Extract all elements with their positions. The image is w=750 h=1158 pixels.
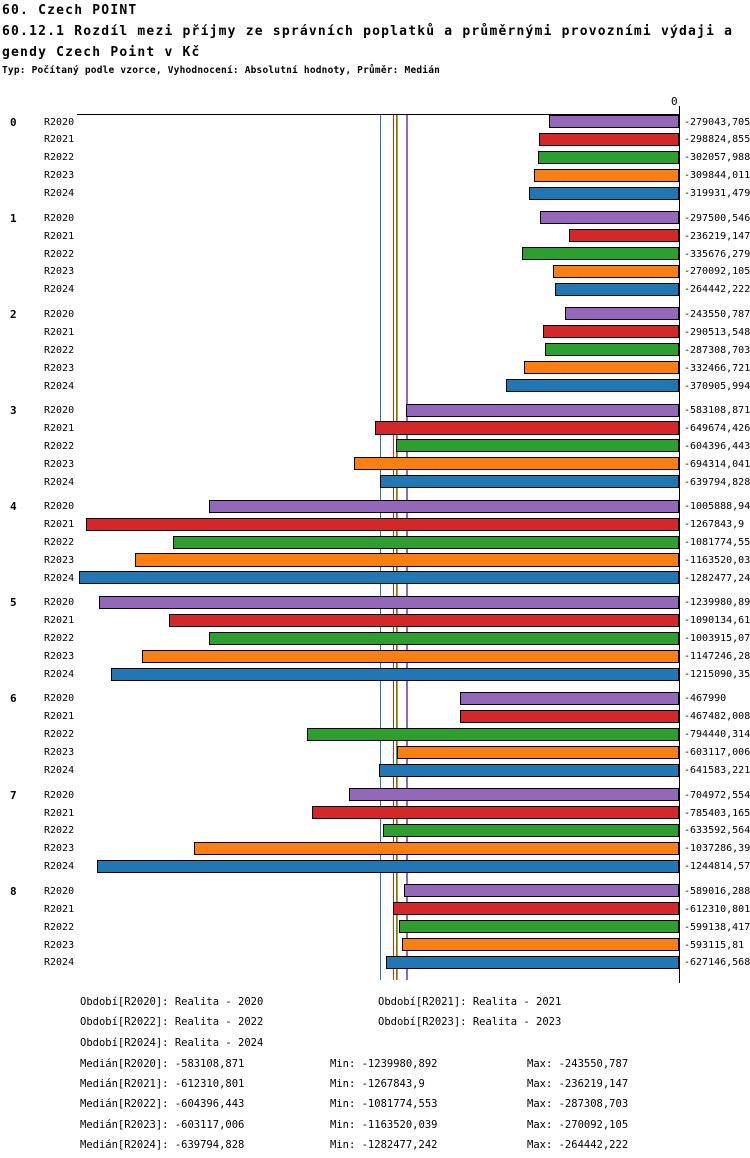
year-label-r2023: R2023 (44, 651, 75, 662)
year-label-r2022: R2022 (44, 729, 75, 741)
value-label: -1267843,9 (684, 519, 745, 530)
year-label-r2020: R2020 (44, 405, 75, 416)
value-label: -1215090,35 (684, 669, 750, 680)
year-label-r2020: R2020 (44, 501, 75, 513)
year-label-r2024: R2024 (44, 188, 75, 200)
bar-r2023 (524, 361, 680, 374)
value-label: -243550,787 (684, 308, 750, 320)
year-label-r2020: R2020 (44, 308, 75, 320)
year-label-r2020: R2020 (44, 885, 75, 897)
value-label: -1239980,89 (684, 597, 750, 609)
value-label: -467482,008 (684, 711, 750, 723)
bar-r2020 (549, 115, 680, 128)
year-label-r2021: R2021 (44, 326, 75, 338)
value-label: -1147246,28 (684, 651, 750, 662)
year-label-r2023: R2023 (44, 939, 75, 951)
stat-max: Max: -264442,222 (527, 1139, 629, 1152)
value-label: -639794,828 (684, 476, 750, 488)
value-label: -1037286,39 (684, 843, 750, 855)
legend-entry: Období[R2021]: Realita - 2021 (378, 996, 562, 1008)
year-label-r2021: R2021 (44, 903, 75, 915)
bar-r2021 (169, 614, 679, 627)
bar-r2021 (460, 710, 679, 723)
year-label-r2022: R2022 (44, 344, 75, 356)
value-label: -279043,705 (684, 116, 750, 128)
year-label-r2021: R2021 (44, 519, 75, 530)
bar-r2022 (173, 536, 679, 549)
value-label: -298824,855 (684, 134, 750, 146)
report-meta: Typ: Počítaný podle vzorce, Vyhodnocení: Absolutní hodnoty, Průměr: Medián (2, 65, 441, 76)
stat-max: Max: -243550,787 (527, 1057, 629, 1070)
value-label: -297500,546 (684, 212, 750, 224)
bar-r2020 (460, 692, 679, 705)
bar-r2023 (402, 938, 679, 951)
bar-r2022 (522, 247, 679, 260)
zero-axis-line (679, 106, 681, 983)
value-label: -287308,703 (684, 344, 750, 356)
bar-r2021 (543, 325, 679, 338)
year-label-r2021: R2021 (44, 134, 75, 146)
group-label: 8 (10, 884, 17, 898)
bar-r2021 (312, 806, 679, 819)
group-label: 4 (10, 500, 17, 514)
value-label: -641583,221 (684, 765, 750, 777)
zero-axis-label: 0 (671, 95, 678, 108)
value-label: -332466,721 (684, 362, 750, 374)
year-label-r2023: R2023 (44, 170, 75, 182)
bar-r2024 (97, 860, 679, 873)
bar-r2020 (406, 404, 679, 417)
year-label-r2022: R2022 (44, 921, 75, 933)
legend-entry: Období[R2022]: Realita - 2022 (80, 1016, 264, 1029)
stat-max: Max: -236219,147 (527, 1077, 629, 1090)
stat-median: Medián[R2023]: -603117,006 (80, 1118, 245, 1131)
bar-r2020 (540, 211, 679, 224)
bar-r2022 (545, 343, 679, 356)
bar-r2022 (538, 151, 679, 164)
report-subtitle-line2: gendy Czech Point v Kč (2, 45, 201, 60)
year-label-r2023: R2023 (44, 747, 75, 759)
stat-median: Medián[R2022]: -604396,443 (80, 1098, 245, 1111)
stat-min: Min: -1163520,039 (330, 1118, 438, 1131)
bar-r2023 (354, 457, 679, 470)
group-label: 5 (10, 596, 17, 610)
bar-r2024 (386, 956, 679, 969)
group-label: 7 (10, 788, 17, 802)
value-label: -589016,288 (684, 885, 750, 897)
year-label-r2024: R2024 (44, 572, 75, 584)
bar-r2020 (404, 884, 680, 897)
year-label-r2021: R2021 (44, 615, 75, 627)
year-label-r2024: R2024 (44, 765, 75, 777)
value-label: -1282477,24 (684, 572, 750, 584)
bar-r2024 (111, 668, 679, 681)
bar-r2023 (397, 746, 679, 759)
value-label: -370905,994 (684, 380, 750, 392)
bar-r2020 (349, 788, 679, 801)
year-label-r2021: R2021 (44, 230, 75, 242)
year-label-r2024: R2024 (44, 380, 75, 392)
year-label-r2022: R2022 (44, 825, 75, 837)
bar-r2023 (553, 265, 679, 278)
stat-median: Medián[R2021]: -612310,801 (80, 1077, 245, 1090)
bar-r2024 (506, 379, 680, 392)
bar-r2024 (79, 571, 679, 584)
bar-r2021 (569, 229, 680, 242)
year-label-r2023: R2023 (44, 362, 75, 374)
bar-r2021 (375, 421, 679, 434)
year-label-r2020: R2020 (44, 597, 75, 609)
value-label: -583108,871 (684, 405, 750, 416)
bar-r2020 (99, 596, 679, 609)
value-label: -633592,564 (684, 825, 750, 837)
value-label: -319931,479 (684, 188, 750, 200)
year-label-r2023: R2023 (44, 458, 75, 470)
year-label-r2023: R2023 (44, 554, 75, 566)
legend-entry: Období[R2023]: Realita - 2023 (378, 1016, 562, 1029)
bar-r2023 (135, 553, 679, 566)
report-title: 60. Czech POINT (2, 3, 138, 18)
stat-min: Min: -1081774,553 (330, 1098, 438, 1111)
value-label: -627146,568 (684, 957, 750, 969)
year-label-r2023: R2023 (44, 843, 75, 855)
year-label-r2024: R2024 (44, 476, 75, 488)
bar-r2023 (142, 650, 679, 663)
year-label-r2022: R2022 (44, 152, 75, 164)
legend-entry: Období[R2024]: Realita - 2024 (80, 1036, 264, 1049)
year-label-r2020: R2020 (44, 212, 75, 224)
stat-median: Medián[R2024]: -639794,828 (80, 1139, 245, 1152)
stat-min: Min: -1239980,892 (330, 1057, 438, 1070)
value-label: -1003915,07 (684, 633, 750, 645)
bar-r2021 (86, 518, 679, 531)
value-label: -612310,801 (684, 903, 750, 915)
bar-r2022 (307, 728, 679, 741)
value-label: -1090134,61 (684, 615, 750, 627)
value-label: -649674,426 (684, 422, 750, 434)
bar-r2024 (380, 475, 679, 488)
value-label: -794440,314 (684, 729, 750, 741)
report-subtitle-line1: 60.12.1 Rozdíl mezi příjmy ze správních poplatků a průměrnými provozními výdaji a (2, 24, 734, 39)
year-label-r2021: R2021 (44, 422, 75, 434)
value-label: -599138,417 (684, 921, 750, 933)
group-label: 2 (10, 307, 17, 321)
stat-min: Min: -1282477,242 (330, 1139, 438, 1152)
year-label-r2023: R2023 (44, 266, 75, 278)
year-label-r2024: R2024 (44, 861, 75, 873)
bar-r2022 (383, 824, 679, 837)
bar-r2022 (209, 632, 679, 645)
year-label-r2024: R2024 (44, 669, 75, 680)
value-label: -694314,041 (684, 458, 750, 470)
bar-r2022 (396, 439, 679, 452)
value-label: -593115,81 (684, 939, 745, 951)
bar-r2024 (379, 764, 679, 777)
year-label-r2022: R2022 (44, 248, 75, 260)
value-label: -704972,554 (684, 789, 750, 801)
value-label: -335676,279 (684, 248, 750, 260)
value-label: -264442,222 (684, 284, 750, 296)
year-label-r2020: R2020 (44, 693, 75, 705)
value-label: -1005888,94 (684, 501, 750, 513)
group-label: 0 (10, 115, 17, 129)
stat-max: Max: -270092,105 (527, 1118, 629, 1131)
stat-median: Medián[R2020]: -583108,871 (80, 1057, 245, 1070)
bar-r2024 (529, 187, 679, 200)
bar-r2021 (393, 902, 679, 915)
bar-r2023 (534, 169, 679, 182)
bar-r2020 (209, 500, 680, 513)
group-label: 3 (10, 404, 17, 417)
year-label-r2024: R2024 (44, 957, 75, 969)
value-label: -785403,165 (684, 807, 750, 819)
value-label: -1163520,03 (684, 554, 750, 566)
year-label-r2022: R2022 (44, 537, 75, 548)
legend-entry: Období[R2020]: Realita - 2020 (80, 996, 264, 1008)
bar-r2024 (555, 283, 679, 296)
year-label-r2022: R2022 (44, 440, 75, 452)
bar-r2020 (565, 307, 679, 320)
value-label: -302057,988 (684, 152, 750, 164)
year-label-r2021: R2021 (44, 807, 75, 819)
value-label: -604396,443 (684, 440, 750, 452)
group-label: 1 (10, 211, 17, 225)
group-label: 6 (10, 692, 17, 706)
value-label: -309844,011 (684, 170, 750, 182)
value-label: -1081774,55 (684, 537, 750, 548)
year-label-r2020: R2020 (44, 116, 75, 128)
value-label: -270092,105 (684, 266, 750, 278)
year-label-r2024: R2024 (44, 284, 75, 296)
year-label-r2020: R2020 (44, 789, 75, 801)
year-label-r2022: R2022 (44, 633, 75, 645)
stat-max: Max: -287308,703 (527, 1098, 629, 1111)
bar-r2023 (194, 842, 679, 855)
bar-r2021 (539, 133, 679, 146)
year-label-r2021: R2021 (44, 711, 75, 723)
value-label: -603117,006 (684, 747, 750, 759)
value-label: -1244814,57 (684, 861, 750, 873)
stat-min: Min: -1267843,9 (330, 1077, 425, 1090)
value-label: -467990 (684, 693, 727, 705)
bar-r2022 (399, 920, 679, 933)
value-label: -236219,147 (684, 230, 750, 242)
value-label: -290513,548 (684, 326, 750, 338)
